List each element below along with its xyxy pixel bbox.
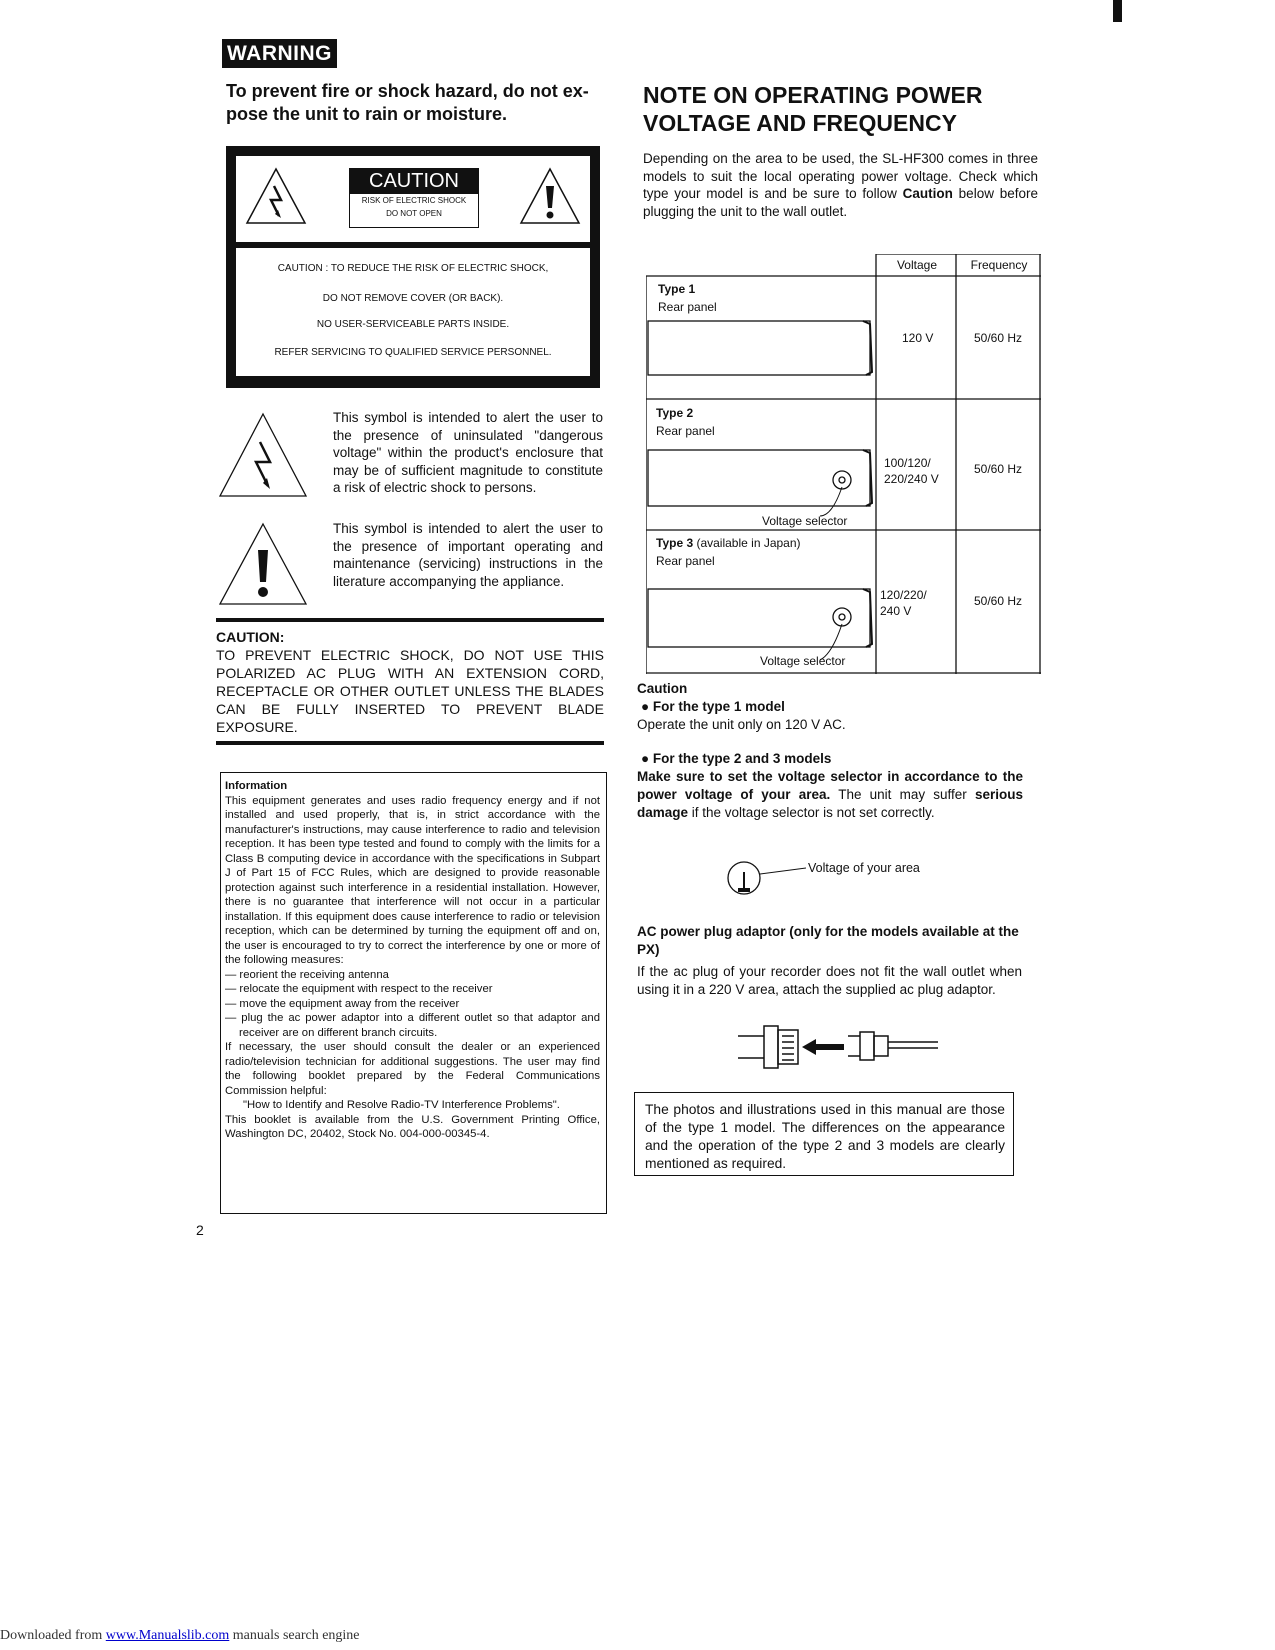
type-3-voltage-2: 240 V [880,604,912,618]
type-2-voltage-2: 220/240 V [884,472,939,486]
note-box [634,1092,1014,1176]
measure-item: — relocate the equipment with respect to the receiver [225,983,493,995]
lightning-symbol-text: This symbol is intended to alert the user to the presence of uninsulated "dangerous voltage" within the product's enclosure that may be of sufficient magnitude to constitute a risk of electric shock to persons. [333,410,603,495]
instruction-end: if the voltage selector is not set correctly. [688,805,935,820]
type-1-panel: Rear panel [658,300,717,314]
instruction-bold-2: serious damage [637,787,1024,820]
plug-caution [216,628,604,736]
type-3-panel: Rear panel [656,554,715,568]
caution-text-3: NO USER-SERVICEABLE PARTS INSIDE. [316,319,510,330]
type-3-frequency: 50/60 Hz [974,594,1023,608]
type-1-frequency: 50/60 Hz [974,331,1023,345]
type-1-label: Type 1 [658,282,696,296]
exclamation-symbol-text: This symbol is intended to alert the user to the presence of important operating and maintenance (servicing) instructions in the literature accompanying the appliance. [333,521,603,589]
plug-adaptor-icon [738,1022,938,1072]
hazard-line-2: pose the unit to rain or moisture. [226,104,508,124]
heading-line-2: VOLTAGE AND FREQUENCY [643,110,957,136]
hazard-line-1: To prevent fire or shock hazard, do not ex- [226,81,589,101]
caution-text-4: REFER SERVICING TO QUALIFIED SERVICE PERSONNEL. [274,347,552,358]
page-number: 2 [196,1222,204,1238]
adaptor-section [637,923,1022,999]
type-1-voltage: 120 V [902,331,934,345]
corner-mark [1113,0,1122,22]
bullet-type-23: ● For the type 2 and 3 models [641,751,832,766]
information-para-1: This equipment generates and uses radio frequency energy and if not installed and used properly, that is, in strict accordance with the manufacturer's instructions, may cause interference to radio and television reception. It has been type tested and found to comply with the limits for a Class B computing device in accordance with the specifications in Subpart J of Part 15 of FCC Rules, which are designed to provide reasonable protection against such interference in a residential installation. However, there is no guarantee that interference will not occur in a particular installation. If this equipment does cause interference to radio or television reception, which can be determined by turning the equipment off and on, the user is encouraged to try to correct the interference by one or more of the following measures: [225,794,600,966]
measure-item: — plug the ac power adaptor into a different outlet so that adaptor and receiver are on different branch circuits. [225,1012,600,1039]
type-1-instruction: Operate the unit only on 120 V AC. [637,717,846,732]
caution-text-2: DO NOT REMOVE COVER (OR BACK). [322,293,504,304]
page-heading [643,81,1043,137]
voltage-selector-dial-icon [726,858,806,904]
plug-caution-text: TO PREVENT ELECTRIC SHOCK, DO NOT USE THIS POLARIZED AC PLUG WITH AN EXTENSION CORD, RECEPTACLE OR OTHER OUTLET UNLESS THE BLADES CAN BE FULLY INSERTED TO PREVENT BLADE EXPOSURE. [216,647,604,735]
type-2-panel: Rear panel [656,424,715,438]
type-3-selector-label: Voltage selector [760,654,846,668]
intro-text-end: below before plugging the unit to the wall outlet. [643,186,1038,219]
type-3-label: Type 3 [656,536,694,550]
bullet-type-1: ● For the type 1 model [641,699,785,714]
type-2-frequency: 50/60 Hz [974,462,1023,476]
footer-suffix: manuals search engine [229,1628,360,1643]
note-box-text: The photos and illustrations used in this manual are those of the type 1 model. The differences on the appearance and the operation of the type 2 and 3 models are clearly mentioned as required. [645,1102,1005,1171]
lightning-symbol-icon [216,410,310,500]
lightning-triangle-icon [244,166,308,226]
caution-risk-line: RISK OF ELECTRIC SHOCK [361,196,467,205]
warning-badge: WARNING [222,39,337,68]
exclamation-symbol-icon [216,520,310,608]
hazard-statement [226,80,606,126]
voltage-caution-heading: Caution [637,681,688,696]
divider-rule [216,618,604,622]
information-content [225,779,600,1142]
type-3-note: (available in Japan) [693,536,801,550]
measure-item: — move the equipment away from the receiver [225,997,460,1010]
voltage-caution [637,680,1023,822]
col-voltage-header: Voltage [896,258,938,272]
instruction-text: The unit may suffer [830,787,975,802]
caution-title: CAUTION [350,169,478,194]
type-2-selector-label: Voltage selector [762,514,848,528]
intro-caution-word: Caution [902,186,953,201]
caution-label-top [236,156,590,242]
type-2-voltage-1: 100/120/ [884,456,931,470]
voltage-area-label: Voltage of your area [808,861,920,875]
instruction-bold: Make sure to set the voltage selector in accordance to the power voltage of your area. [637,769,1023,802]
caution-text-1: CAUTION : TO REDUCE THE RISK OF ELECTRIC SHOCK, [277,263,549,274]
information-heading: Information [225,780,288,792]
caution-label-box [226,146,600,388]
type-2-row [656,406,693,420]
type-3-row [656,536,801,550]
col-frequency-header: Frequency [970,258,1028,272]
plug-caution-heading: CAUTION: [216,629,285,645]
type-3-voltage-1: 120/220/ [880,588,927,602]
type-2-label: Type 2 [656,406,694,420]
information-para-3: This booklet is available from the U.S. Government Printing Office, Washington DC, 20402, Stock No. 004-000-00345-4. [225,1113,600,1140]
information-para-2: If necessary, the user should consult the dealer or an experienced radio/television technician for additional suggestions. The user may find the following booklet prepared by the Federal Communications Commission helpful: [225,1041,600,1097]
divider-rule [216,741,604,745]
information-box [220,772,607,1214]
footer-prefix: Downloaded from [0,1628,106,1643]
intro-paragraph [643,150,1038,220]
download-footer [0,1628,360,1644]
adaptor-text: If the ac plug of your recorder does not fit the wall outlet when using it in a 220 V area, attach the supplied ac plug adaptor. [637,964,1022,997]
heading-line-1: NOTE ON OPERATING POWER [643,82,983,108]
caution-label [349,168,479,228]
intro-text: Depending on the area to be used, the SL-HF300 comes in three models to suit the local operating power voltage. Check which type your model is and be sure to follow [643,151,1038,201]
bullet-type-1-text: For the type 1 model [652,699,785,714]
adaptor-heading: AC power plug adaptor (only for the models available at the PX) [637,924,1019,957]
caution-label-text [236,248,590,376]
exclamation-triangle-icon [518,166,582,226]
information-booklet: "How to Identify and Resolve Radio-TV Interference Problems". [243,1099,560,1111]
voltage-table [646,254,1041,674]
bullet-type-23-text: For the type 2 and 3 models [652,751,832,766]
caution-do-not-open: DO NOT OPEN [386,209,442,218]
type-23-instruction [637,768,1023,822]
manualslib-link[interactable]: www.Manualslib.com [105,1628,230,1643]
measure-item: — reorient the receiving antenna [225,968,389,981]
